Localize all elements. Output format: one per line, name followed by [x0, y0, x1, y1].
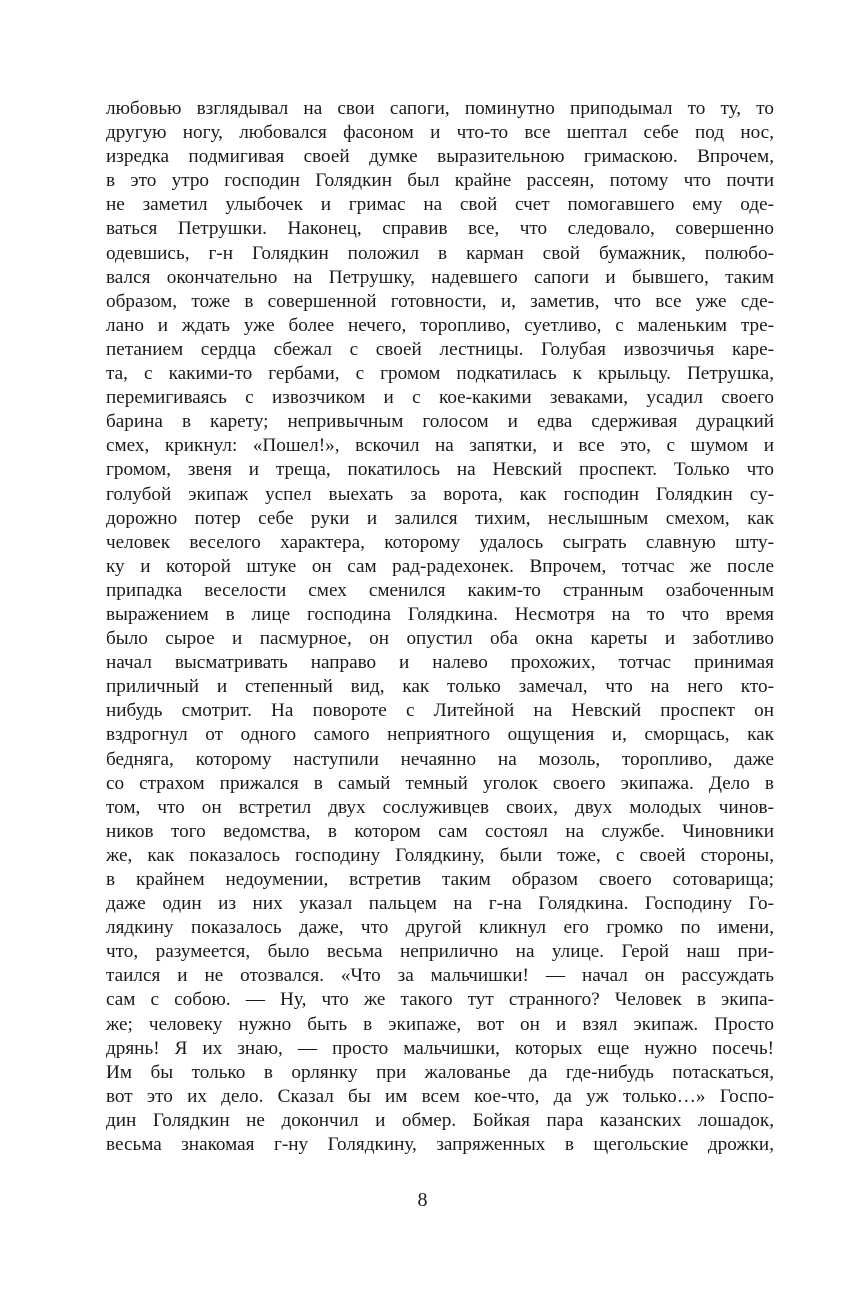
text-line: же, как показалось господину Голядкину, были тоже, с своей стороны,: [106, 844, 774, 866]
text-line: ку и которой штуке он сам рад-радехонек. Впрочем, тотчас же после: [106, 555, 774, 577]
text-line: барина в карету; непривычным голосом и едва сдерживая дурацкий: [106, 411, 774, 433]
text-line: Им бы только в орлянку при жалованье да где-нибудь потаскаться,: [106, 1061, 774, 1083]
text-line: сам с собою. — Ну, что же такого тут странного? Человек в экипа-: [106, 989, 774, 1011]
body-text: [106, 97, 774, 1157]
text-line: было сырое и пасмурное, он опустил оба окна кареты и заботливо: [106, 628, 774, 650]
text-line: та, с какими-то гербами, с громом подкатилась к крыльцу. Петрушка,: [106, 363, 774, 385]
page-number: 8: [417, 1189, 428, 1211]
text-line: изредка подмигивая своей думке выразительною гримаскою. Впрочем,: [106, 146, 774, 168]
text-line: даже один из них указал пальцем на г-на Голядкина. Господину Го-: [106, 893, 774, 915]
text-line: смех, крикнул: «Пошел!», вскочил на запятки, и все это, с шумом и: [106, 435, 774, 457]
text-line: человек веселого характера, которому удалось сыграть славную шту-: [106, 531, 774, 553]
text-line: припадка веселости смех сменился каким-то странным озабоченным: [106, 579, 774, 601]
text-line: таился и не отозвался. «Что за мальчишки! — начал он рассуждать: [106, 965, 774, 987]
text-line: одевшись, г-н Голядкин положил в карман свой бумажник, полюбо-: [106, 242, 774, 264]
text-line: петанием сердца сбежал с своей лестницы. Голубая извозчичья каре-: [106, 338, 774, 360]
text-line: голубой экипаж успел выехать за ворота, как господин Голядкин су-: [106, 483, 774, 505]
text-line: любовью взглядывал на свои сапоги, поминутно приподымал то ту, то: [106, 98, 774, 119]
text-line: другую ногу, любовался фасоном и что-то все шептал себе под нос,: [106, 122, 774, 144]
text-line: лядкину показалось даже, что другой кликнул его громко по имени,: [106, 917, 774, 939]
text-line: вздрогнул от одного самого неприятного ощущения и, сморщась, как: [106, 724, 774, 746]
text-line: в это утро господин Голядкин был крайне рассеян, потому что почти: [106, 170, 774, 192]
text-line: приличный и степенный вид, как только замечал, что на него кто-: [106, 676, 774, 698]
text-line: со страхом прижался в самый темный уголок своего экипажа. Дело в: [106, 772, 774, 794]
text-line: дин Голядкин не докончил и обмер. Бойкая пара казанских лошадок,: [106, 1109, 774, 1131]
text-line: образом, тоже в совершенной готовности, и, заметив, что все уже сде-: [106, 290, 774, 312]
text-line: лано и ждать уже более нечего, торопливо, суетливо, с маленьким тре-: [106, 314, 774, 336]
text-line: выражением в лице господина Голядкина. Несмотря на то что время: [106, 603, 774, 625]
text-line: ваться Петрушки. Наконец, справив все, что следовало, совершенно: [106, 218, 774, 240]
text-line: ников того ведомства, в котором сам состоял на службе. Чиновники: [106, 820, 774, 842]
text-line: начал высматривать направо и налево прохожих, тотчас принимая: [106, 652, 774, 674]
text-line: же; человеку нужно быть в экипаже, вот он и взял экипаж. Просто: [106, 1013, 774, 1035]
text-line: громом, звеня и треща, покатилось на Невский проспект. Только что: [106, 459, 774, 481]
text-line: нибудь смотрит. На повороте с Литейной на Невский проспект он: [106, 700, 774, 722]
text-line: том, что он встретил двух сослуживцев своих, двух молодых чинов-: [106, 796, 774, 818]
text-line: бедняга, которому наступили нечаянно на мозоль, торопливо, даже: [106, 748, 774, 770]
text-line: дрянь! Я их знаю, — просто мальчишки, которых еще нужно посечь!: [106, 1037, 774, 1059]
text-line: вот это их дело. Сказал бы им всем кое-что, да уж только…» Госпо-: [106, 1085, 774, 1107]
text-line: вался окончательно на Петрушку, надевшего сапоги и бывшего, таким: [106, 266, 774, 288]
text-line: весьма знакомая г-ну Голядкину, запряженных в щегольские дрожки,: [106, 1134, 774, 1156]
text-line: что, разумеется, было весьма неприлично на улице. Герой наш при-: [106, 941, 774, 963]
text-line: в крайнем недоумении, встретив таким образом своего сотоварища;: [106, 869, 774, 890]
text-line: дорожно потер себе руки и залился тихим, неслышным смехом, как: [106, 507, 774, 529]
text-line: перемигиваясь с извозчиком и с кое-какими зеваками, усадил своего: [106, 387, 774, 409]
text-line: не заметил улыбочек и гримас на свой счет помогавшего ему оде-: [106, 194, 774, 216]
